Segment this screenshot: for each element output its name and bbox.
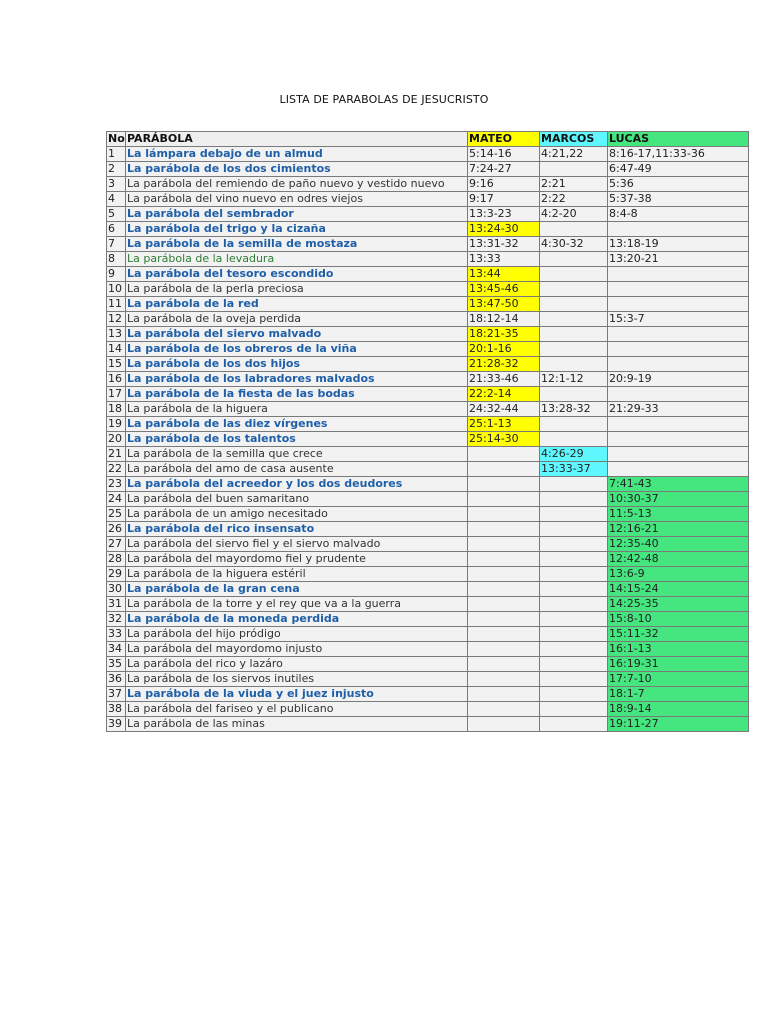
row-parable-name: La parábola del amo de casa ausente [126, 462, 468, 477]
row-number: 35 [107, 657, 126, 672]
table-row [107, 207, 749, 222]
table-row [107, 222, 749, 237]
row-mateo-ref [468, 552, 540, 567]
table-row [107, 402, 749, 417]
row-lucas-ref: 18:9-14 [608, 702, 749, 717]
table-row [107, 297, 749, 312]
row-number: 29 [107, 567, 126, 582]
row-lucas-ref: 21:29-33 [608, 402, 749, 417]
row-mateo-ref: 13:45-46 [468, 282, 540, 297]
table-row [107, 432, 749, 447]
row-parable-name: La parábola del remiendo de paño nuevo y vestido nuevo [126, 177, 468, 192]
row-number: 16 [107, 372, 126, 387]
row-parable-name: La parábola del fariseo y el publicano [126, 702, 468, 717]
row-mateo-ref: 13:33 [468, 252, 540, 267]
row-parable-name[interactable]: La parábola de la viuda y el juez injusto [126, 687, 468, 702]
row-marcos-ref [540, 522, 608, 537]
table-row [107, 492, 749, 507]
row-lucas-ref: 19:11-27 [608, 717, 749, 732]
table-row [107, 672, 749, 687]
row-number: 28 [107, 552, 126, 567]
table-row [107, 342, 749, 357]
row-mateo-ref: 18:12-14 [468, 312, 540, 327]
row-parable-name[interactable]: La parábola de los dos hijos [126, 357, 468, 372]
row-number: 32 [107, 612, 126, 627]
row-parable-name: La parábola del mayordomo fiel y prudente [126, 552, 468, 567]
row-parable-name[interactable]: La parábola de los talentos [126, 432, 468, 447]
row-lucas-ref: 11:5-13 [608, 507, 749, 522]
row-number: 7 [107, 237, 126, 252]
row-parable-name: La parábola del mayordomo injusto [126, 642, 468, 657]
table-body [107, 147, 749, 732]
row-lucas-ref: 20:9-19 [608, 372, 749, 387]
row-lucas-ref: 16:19-31 [608, 657, 749, 672]
row-number: 10 [107, 282, 126, 297]
row-marcos-ref [540, 492, 608, 507]
row-parable-name[interactable]: La parábola de los obreros de la viña [126, 342, 468, 357]
row-parable-name: La parábola de la higuera [126, 402, 468, 417]
row-parable-name[interactable]: La parábola de la gran cena [126, 582, 468, 597]
table-row [107, 147, 749, 162]
row-parable-name: La parábola de la higuera estéril [126, 567, 468, 582]
row-mateo-ref [468, 537, 540, 552]
row-number: 22 [107, 462, 126, 477]
row-mateo-ref: 22:2-14 [468, 387, 540, 402]
row-marcos-ref [540, 162, 608, 177]
row-marcos-ref [540, 387, 608, 402]
table-row [107, 507, 749, 522]
row-mateo-ref: 13:47-50 [468, 297, 540, 312]
row-marcos-ref [540, 342, 608, 357]
row-marcos-ref [540, 282, 608, 297]
row-number: 18 [107, 402, 126, 417]
row-mateo-ref: 13:44 [468, 267, 540, 282]
row-number: 38 [107, 702, 126, 717]
table-row [107, 312, 749, 327]
row-marcos-ref: 4:30-32 [540, 237, 608, 252]
row-lucas-ref: 5:37-38 [608, 192, 749, 207]
row-marcos-ref [540, 582, 608, 597]
row-mateo-ref: 21:33-46 [468, 372, 540, 387]
page-title: LISTA DE PARABOLAS DE JESUCRISTO [279, 93, 489, 106]
row-mateo-ref [468, 612, 540, 627]
table-row [107, 702, 749, 717]
table-row [107, 387, 749, 402]
table-row [107, 327, 749, 342]
row-lucas-ref: 16:1-13 [608, 642, 749, 657]
row-marcos-ref [540, 432, 608, 447]
row-lucas-ref: 12:35-40 [608, 537, 749, 552]
row-number: 11 [107, 297, 126, 312]
table-row [107, 537, 749, 552]
row-marcos-ref [540, 507, 608, 522]
row-mateo-ref [468, 672, 540, 687]
row-lucas-ref [608, 432, 749, 447]
table-row [107, 522, 749, 537]
row-lucas-ref: 12:16-21 [608, 522, 749, 537]
row-mateo-ref [468, 657, 540, 672]
header-parabola: PARÁBOLA [126, 132, 468, 147]
table-row [107, 237, 749, 252]
row-marcos-ref: 4:2-20 [540, 207, 608, 222]
row-marcos-ref [540, 597, 608, 612]
row-lucas-ref: 15:3-7 [608, 312, 749, 327]
row-number: 37 [107, 687, 126, 702]
row-parable-name: La parábola del siervo fiel y el siervo malvado [126, 537, 468, 552]
row-number: 1 [107, 147, 126, 162]
row-number: 36 [107, 672, 126, 687]
table-row [107, 267, 749, 282]
table-row [107, 552, 749, 567]
row-marcos-ref [540, 627, 608, 642]
row-lucas-ref [608, 222, 749, 237]
row-number: 20 [107, 432, 126, 447]
row-mateo-ref: 13:24-30 [468, 222, 540, 237]
row-marcos-ref [540, 327, 608, 342]
table-row [107, 627, 749, 642]
row-marcos-ref [540, 642, 608, 657]
row-lucas-ref: 10:30-37 [608, 492, 749, 507]
row-number: 25 [107, 507, 126, 522]
row-lucas-ref: 5:36 [608, 177, 749, 192]
row-parable-name: La parábola de la levadura [126, 252, 468, 267]
table-row [107, 597, 749, 612]
row-marcos-ref [540, 552, 608, 567]
row-lucas-ref [608, 342, 749, 357]
table-row [107, 642, 749, 657]
table-row [107, 717, 749, 732]
row-mateo-ref: 24:32-44 [468, 402, 540, 417]
header-no: No [108, 132, 125, 145]
row-lucas-ref: 14:15-24 [608, 582, 749, 597]
row-mateo-ref [468, 627, 540, 642]
header-mateo: MATEO [468, 132, 540, 147]
row-mateo-ref [468, 522, 540, 537]
row-number: 6 [107, 222, 126, 237]
row-mateo-ref: 9:17 [468, 192, 540, 207]
row-mateo-ref: 18:21-35 [468, 327, 540, 342]
row-parable-name[interactable]: La parábola del trigo y la cizaña [126, 222, 468, 237]
row-parable-name[interactable]: La parábola de los labradores malvados [126, 372, 468, 387]
row-marcos-ref [540, 477, 608, 492]
table-row [107, 192, 749, 207]
row-number: 33 [107, 627, 126, 642]
row-marcos-ref [540, 702, 608, 717]
row-number: 39 [107, 717, 126, 732]
row-parable-name[interactable]: La parábola de las diez vírgenes [126, 417, 468, 432]
row-parable-name[interactable]: La parábola del rico insensato [126, 522, 468, 537]
row-marcos-ref: 13:33-37 [540, 462, 608, 477]
row-mateo-ref [468, 597, 540, 612]
row-marcos-ref [540, 297, 608, 312]
row-number: 21 [107, 447, 126, 462]
row-marcos-ref: 4:21,22 [540, 147, 608, 162]
row-parable-name[interactable]: La parábola de los dos cimientos [126, 162, 468, 177]
row-number: 14 [107, 342, 126, 357]
row-lucas-ref [608, 447, 749, 462]
row-number: 34 [107, 642, 126, 657]
row-parable-name: La parábola de las minas [126, 717, 468, 732]
row-mateo-ref [468, 717, 540, 732]
row-marcos-ref [540, 612, 608, 627]
row-number: 30 [107, 582, 126, 597]
row-number: 15 [107, 357, 126, 372]
parables-table [106, 131, 749, 732]
row-number: 31 [107, 597, 126, 612]
table-header-row [107, 132, 749, 147]
row-parable-name: La parábola de la semilla que crece [126, 447, 468, 462]
row-parable-name[interactable]: La parábola del tesoro escondido [126, 267, 468, 282]
row-marcos-ref [540, 687, 608, 702]
row-parable-name: La parábola de un amigo necesitado [126, 507, 468, 522]
row-number: 13 [107, 327, 126, 342]
table-row [107, 162, 749, 177]
row-lucas-ref: 7:41-43 [608, 477, 749, 492]
row-lucas-ref: 13:18-19 [608, 237, 749, 252]
row-mateo-ref [468, 462, 540, 477]
table-row [107, 462, 749, 477]
row-number: 23 [107, 477, 126, 492]
row-parable-name: La parábola de los siervos inutiles [126, 672, 468, 687]
row-mateo-ref [468, 492, 540, 507]
row-lucas-ref: 15:8-10 [608, 612, 749, 627]
row-mateo-ref [468, 687, 540, 702]
row-lucas-ref [608, 387, 749, 402]
row-lucas-ref: 8:16-17,11:33-36 [608, 147, 749, 162]
row-parable-name: La parábola de la torre y el rey que va a la guerra [126, 597, 468, 612]
row-lucas-ref: 6:47-49 [608, 162, 749, 177]
row-number: 9 [107, 267, 126, 282]
table-row [107, 372, 749, 387]
row-lucas-ref [608, 327, 749, 342]
row-mateo-ref: 20:1-16 [468, 342, 540, 357]
row-number: 17 [107, 387, 126, 402]
table-row [107, 447, 749, 462]
row-marcos-ref [540, 252, 608, 267]
row-mateo-ref: 7:24-27 [468, 162, 540, 177]
table-row [107, 177, 749, 192]
header-lucas: LUCAS [608, 132, 749, 147]
row-lucas-ref: 12:42-48 [608, 552, 749, 567]
row-parable-name: La parábola del hijo pródigo [126, 627, 468, 642]
row-lucas-ref [608, 462, 749, 477]
row-parable-name[interactable]: La parábola del sembrador [126, 207, 468, 222]
row-parable-name: La parábola del vino nuevo en odres viejos [126, 192, 468, 207]
table-row [107, 282, 749, 297]
row-lucas-ref: 13:6-9 [608, 567, 749, 582]
row-marcos-ref [540, 312, 608, 327]
row-mateo-ref: 25:1-13 [468, 417, 540, 432]
row-mateo-ref [468, 567, 540, 582]
row-parable-name[interactable]: La parábola de la fiesta de las bodas [126, 387, 468, 402]
row-lucas-ref: 13:20-21 [608, 252, 749, 267]
row-marcos-ref: 4:26-29 [540, 447, 608, 462]
row-marcos-ref [540, 417, 608, 432]
row-number: 2 [107, 162, 126, 177]
header-marcos: MARCOS [540, 132, 608, 147]
row-marcos-ref: 12:1-12 [540, 372, 608, 387]
row-marcos-ref [540, 657, 608, 672]
row-marcos-ref: 2:22 [540, 192, 608, 207]
row-number: 26 [107, 522, 126, 537]
row-lucas-ref [608, 357, 749, 372]
row-mateo-ref: 13:31-32 [468, 237, 540, 252]
row-marcos-ref: 13:28-32 [540, 402, 608, 417]
table-row [107, 567, 749, 582]
row-lucas-ref [608, 282, 749, 297]
table-row [107, 657, 749, 672]
row-lucas-ref: 15:11-32 [608, 627, 749, 642]
row-marcos-ref [540, 537, 608, 552]
row-mateo-ref: 25:14-30 [468, 432, 540, 447]
row-parable-name[interactable]: La parábola de la moneda perdida [126, 612, 468, 627]
row-number: 24 [107, 492, 126, 507]
row-number: 4 [107, 192, 126, 207]
row-mateo-ref: 5:14-16 [468, 147, 540, 162]
row-mateo-ref [468, 582, 540, 597]
row-marcos-ref [540, 717, 608, 732]
row-mateo-ref [468, 447, 540, 462]
row-number: 27 [107, 537, 126, 552]
row-number: 8 [107, 252, 126, 267]
row-mateo-ref: 9:16 [468, 177, 540, 192]
row-parable-name: La parábola de la oveja perdida [126, 312, 468, 327]
row-number: 3 [107, 177, 126, 192]
row-parable-name: La parábola del rico y lazáro [126, 657, 468, 672]
row-number: 5 [107, 207, 126, 222]
table-row [107, 582, 749, 597]
row-marcos-ref [540, 567, 608, 582]
row-parable-name: La parábola de la perla preciosa [126, 282, 468, 297]
row-mateo-ref [468, 642, 540, 657]
row-marcos-ref [540, 267, 608, 282]
table-row [107, 357, 749, 372]
row-mateo-ref [468, 702, 540, 717]
row-parable-name[interactable]: La parábola del acreedor y los dos deudores [126, 477, 468, 492]
table-row [107, 417, 749, 432]
row-mateo-ref: 13:3-23 [468, 207, 540, 222]
row-lucas-ref: 8:4-8 [608, 207, 749, 222]
row-parable-name[interactable]: La parábola del siervo malvado [126, 327, 468, 342]
row-mateo-ref: 21:28-32 [468, 357, 540, 372]
row-mateo-ref [468, 477, 540, 492]
table-row [107, 252, 749, 267]
row-number: 12 [107, 312, 126, 327]
row-lucas-ref: 18:1-7 [608, 687, 749, 702]
table-row [107, 687, 749, 702]
table-row [107, 612, 749, 627]
row-mateo-ref [468, 507, 540, 522]
row-parable-name: La parábola del buen samaritano [126, 492, 468, 507]
row-parable-name[interactable]: La parábola de la red [126, 297, 468, 312]
row-parable-name[interactable]: La lámpara debajo de un almud [126, 147, 468, 162]
row-number: 19 [107, 417, 126, 432]
row-lucas-ref: 14:25-35 [608, 597, 749, 612]
row-lucas-ref [608, 417, 749, 432]
row-lucas-ref [608, 267, 749, 282]
row-lucas-ref [608, 297, 749, 312]
row-marcos-ref [540, 357, 608, 372]
table-row [107, 477, 749, 492]
row-parable-name[interactable]: La parábola de la semilla de mostaza [126, 237, 468, 252]
row-marcos-ref: 2:21 [540, 177, 608, 192]
row-marcos-ref [540, 222, 608, 237]
row-marcos-ref [540, 672, 608, 687]
row-lucas-ref: 17:7-10 [608, 672, 749, 687]
